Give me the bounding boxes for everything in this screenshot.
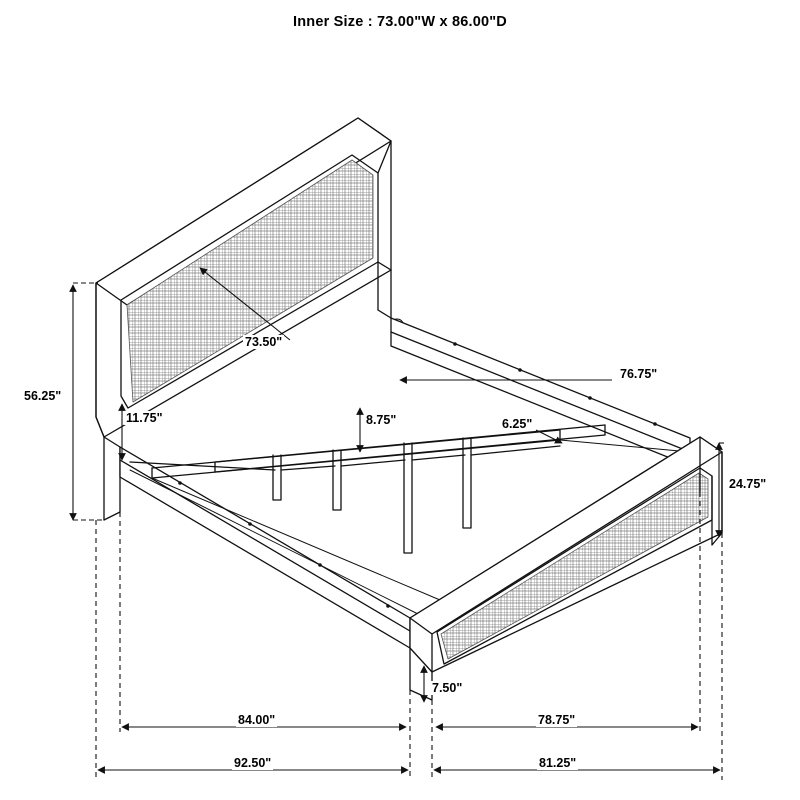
dim-rail-inner-width: 76.75" [620, 367, 658, 381]
dim-center-support-width: 6.25" [502, 417, 533, 431]
dim-footboard-height: 24.75" [729, 477, 767, 491]
dim-overall-height: 56.25" [24, 389, 62, 403]
dim-bed-depth-lower: 81.25" [539, 756, 577, 770]
dim-headboard-panel-width: 73.50" [245, 335, 283, 349]
page-title: Inner Size : 73.00"W x 86.00"D [293, 14, 507, 30]
dim-slat-height: 8.75" [366, 413, 397, 427]
dim-footboard-clearance: 7.50" [432, 681, 463, 695]
dim-bed-length-upper: 84.00" [238, 713, 276, 727]
dim-bed-length-lower: 92.50" [234, 756, 272, 770]
dim-bed-depth-upper: 78.75" [538, 713, 576, 727]
dim-side-rail-to-floor: 11.75" [126, 411, 163, 425]
